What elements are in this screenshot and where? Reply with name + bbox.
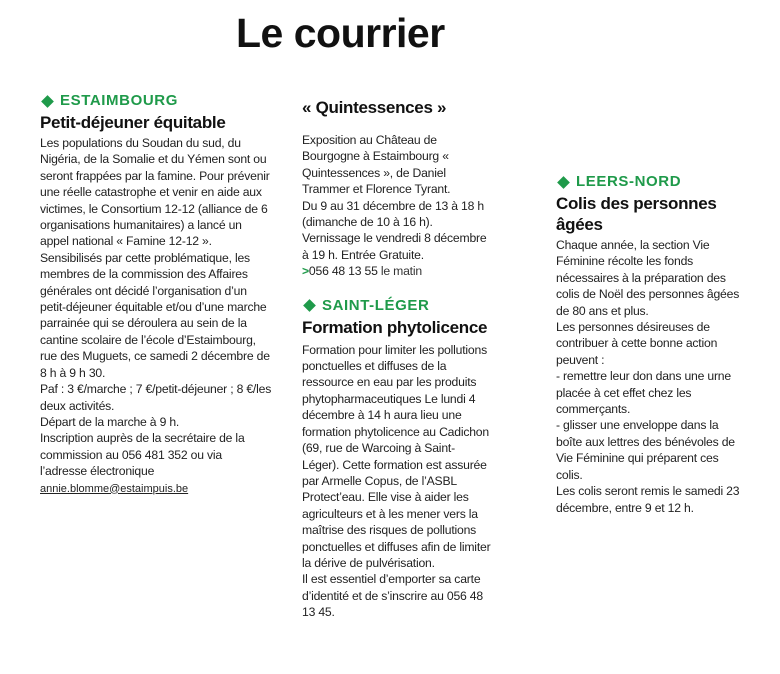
contact-line bbox=[302, 263, 492, 279]
paragraph: Les populations du Soudan du sud, du Nigéria, de la Somalie et du Yémen sont ou seront frappées par la famine. Pour prévenir une réelle catastrophe et venir en aide aux victimes, le Consortium 12-12 (alliance de 6 organisations humanitaires) a lancé un appel national « Famine 12-12 ». bbox=[40, 136, 270, 249]
article-body bbox=[556, 237, 746, 516]
contact-phone: 056 48 13 55 bbox=[308, 264, 378, 279]
paragraph: Inscription auprès de la secrétaire de la commission au 056 481 352 ou via l’adresse électronique bbox=[40, 431, 245, 479]
diamond-bullet-icon bbox=[557, 176, 570, 189]
place-name: LEERS-NORD bbox=[576, 173, 682, 190]
paragraph: Exposition au Château de Bourgogne à Estaimbourg « Quintessences », de Daniel Trammer et Florence Tyrant. bbox=[302, 133, 451, 197]
paragraph: Il est essentiel d’emporter sa carte d’identité et de s’inscrire au 056 48 13 45. bbox=[302, 572, 483, 620]
article-quintessences bbox=[302, 97, 492, 280]
column-middle bbox=[302, 96, 492, 621]
arrow-icon: > bbox=[302, 264, 309, 279]
paragraph: Du 9 au 31 décembre de 13 à 18 h (dimanche de 10 à 16 h). bbox=[302, 198, 484, 230]
article-leers-nord bbox=[556, 172, 746, 516]
article-body bbox=[40, 135, 272, 497]
place-name: SAINT-LÉGER bbox=[322, 296, 430, 314]
paragraph: Chaque année, la section Vie Féminine récolte les fonds nécessaires à la préparation des colis de Noël des personnes âgées de 80 ans et plus. bbox=[556, 238, 740, 318]
paragraph: Sensibilisés par cette problématique, les membres de la commission des Affaires générales ont décidé l’organisation d’un petit-déjeuner équitable et/ou d’une marche parrainée qui se déroulera au sein de la cantine scolaire de l’école d’Estaimbourg, rue des Muguets, ce samedi 2 décembre de 8 h à 9 h 30. bbox=[40, 250, 270, 380]
paragraph: Les personnes désireuses de contribuer à cette bonne action peuvent : bbox=[556, 320, 718, 367]
paragraph: - glisser une enveloppe dans la boîte aux lettres des bénévoles de Vie Féminine qui préparent ces colis. bbox=[556, 418, 735, 482]
article-headline: « Quintessences » bbox=[302, 98, 447, 117]
article-headline: Formation phytolicence bbox=[302, 317, 488, 337]
paragraph: Paf : 3 €/marche ; 7 €/petit-déjeuner ; 8 €/les deux activités. bbox=[40, 382, 272, 413]
place-name: ESTAIMBOURG bbox=[60, 92, 178, 109]
article-body bbox=[302, 342, 492, 621]
email-link[interactable]: annie.blomme@estaimpuis.be bbox=[40, 482, 189, 495]
article-saint-leger bbox=[302, 296, 492, 621]
article-body bbox=[302, 132, 492, 280]
place-label bbox=[556, 172, 746, 192]
photo-credit: le matin bbox=[380, 264, 422, 279]
place-label bbox=[302, 296, 492, 316]
article-headline: Colis des personnes âgées bbox=[556, 194, 717, 234]
diamond-bullet-icon bbox=[303, 299, 316, 312]
article-estaimbourg bbox=[40, 91, 272, 497]
masthead-title: Le courrier bbox=[236, 10, 445, 56]
paragraph: Formation pour limiter les pollutions ponctuelles et diffuses de la ressource en eau par les produits phytopharmaceutiques Le lundi 4 décembre à 14 h aura lieu une formation phytolicence au Cadichon (69, rue de Warcoing à Saint-Léger). Cette formation est assurée par Armelle Copus, de l’ASBL Protect’eau. Elle vise à aider les agriculteurs et à les mener vers la maîtrise des risques de pollutions ponctuelles et diffuses afin de limiter la dérive de pulvérisation. bbox=[302, 342, 491, 570]
paragraph: - remettre leur don dans une urne placée à cet effet chez les commerçants. bbox=[556, 369, 731, 417]
paragraph: Départ de la marche à 9 h. bbox=[40, 414, 180, 429]
place-label bbox=[40, 91, 272, 111]
paragraph: Les colis seront remis le samedi 23 décembre, entre 9 et 12 h. bbox=[556, 484, 740, 515]
diamond-bullet-icon bbox=[41, 95, 54, 108]
spacer bbox=[302, 120, 492, 132]
article-headline: Petit-déjeuner équitable bbox=[40, 113, 226, 132]
paragraph: Vernissage le vendredi 8 décembre à 19 h. Entrée Gratuite. bbox=[302, 231, 487, 262]
